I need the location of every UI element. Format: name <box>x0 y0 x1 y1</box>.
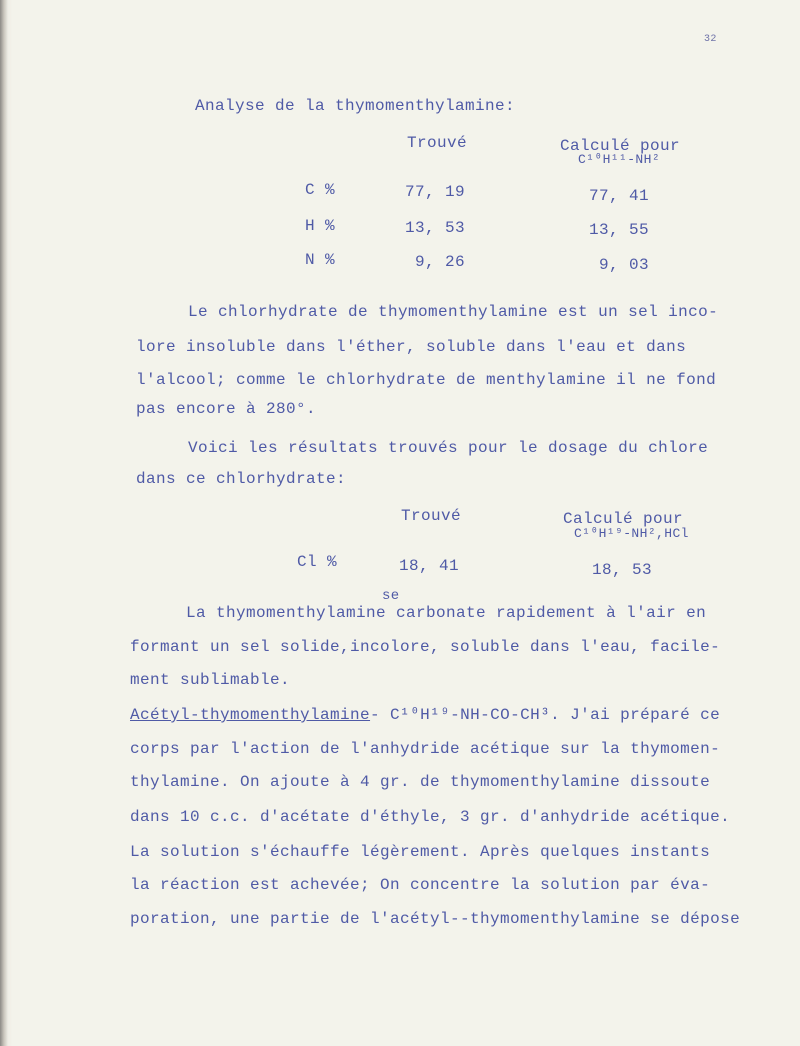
paragraph-line: Voici les résultats trouvés pour le dosage du chlore <box>188 439 709 457</box>
table1-row-label: N % <box>305 251 336 269</box>
table1-row-calc: 9, 03 <box>599 256 650 274</box>
paragraph-first-line <box>130 705 720 725</box>
compound-formula-text: - C¹⁰H¹⁹-NH-CO-CH³. J'ai préparé ce <box>370 706 721 724</box>
paragraph-line: Le chlorhydrate de thymomenthylamine est un sel inco- <box>188 303 719 321</box>
section-heading: Analyse de la thymomenthylamine: <box>195 97 516 115</box>
paragraph-line: La thymomenthylamine carbonate rapidement à l'air en <box>186 604 707 622</box>
paragraph-line: poration, une partie de l'acétyl--thymomenthylamine se dépose <box>130 910 741 928</box>
table1-col-calc: Calculé pour <box>560 137 681 155</box>
table1-row-calc: 13, 55 <box>589 221 650 239</box>
paragraph-line: La solution s'échauffe légèrement. Après quelques instants <box>130 843 711 861</box>
paragraph-line: l'alcool; comme le chlorhydrate de menthylamine il ne fond <box>136 371 717 389</box>
table1-row-label: C % <box>305 181 336 199</box>
paragraph-line: ment sublimable. <box>130 671 291 689</box>
table1-row-found: 9, 26 <box>415 253 466 271</box>
compound-title: Acétyl-thymomenthylamine <box>130 706 371 724</box>
document-page <box>12 0 800 1046</box>
page-number: 32 <box>704 34 717 45</box>
paragraph-line: thylamine. On ajoute à 4 gr. de thymomenthylamine dissoute <box>130 773 711 791</box>
paragraph-line: dans 10 c.c. d'acétate d'éthyle, 3 gr. d'anhydride acétique. <box>130 808 731 826</box>
table2-row-label: Cl % <box>297 553 338 571</box>
paragraph-line: lore insoluble dans l'éther, soluble dans l'eau et dans <box>136 338 687 356</box>
table2-row-calc: 18, 53 <box>592 561 653 579</box>
table1-row-label: H % <box>305 217 336 235</box>
table1-row-found: 77, 19 <box>405 183 466 201</box>
binding-edge <box>0 0 12 1046</box>
table2-col-calc: Calculé pour <box>563 510 684 528</box>
handwritten-insert: se <box>382 588 400 604</box>
paragraph-line: la réaction est achevée; On concentre la solution par éva- <box>130 876 711 894</box>
table2-formula: C¹⁰H¹⁹-NH²,HCl <box>574 526 689 541</box>
table1-formula: C¹⁰H¹¹-NH² <box>578 152 661 167</box>
table1-col-found: Trouvé <box>407 134 468 152</box>
paragraph-line: pas encore à 280°. <box>136 400 317 418</box>
table1-row-calc: 77, 41 <box>589 187 650 205</box>
table1-row-found: 13, 53 <box>405 219 466 237</box>
paragraph-line: dans ce chlorhydrate: <box>136 470 347 488</box>
table2-row-found: 18, 41 <box>399 557 460 575</box>
paragraph-line: formant un sel solide,incolore, soluble dans l'eau, facile- <box>130 638 721 656</box>
table2-col-found: Trouvé <box>401 507 462 525</box>
paragraph-line: corps par l'action de l'anhydride acétique sur la thymomen- <box>130 740 721 758</box>
